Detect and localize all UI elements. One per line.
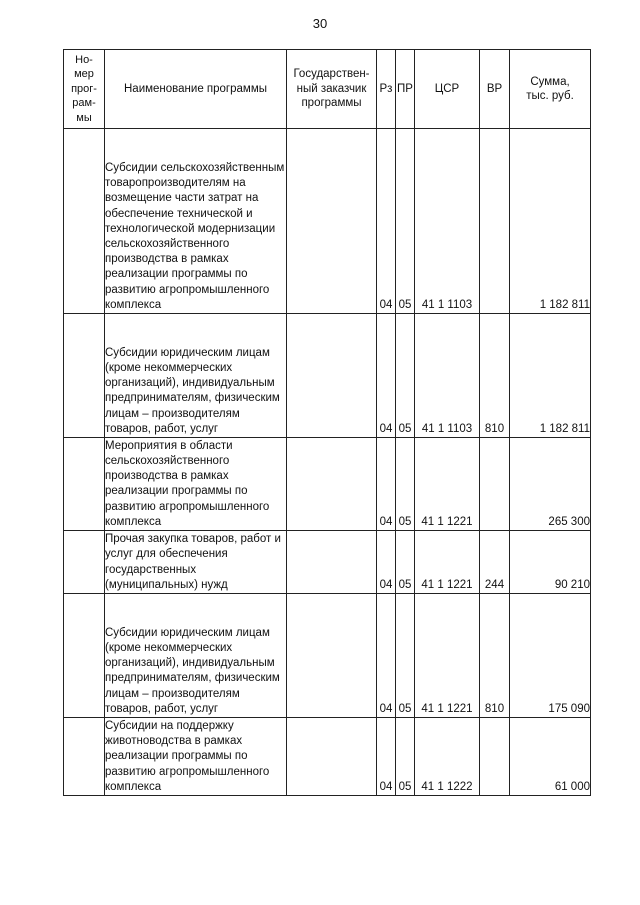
sum-cell: 1 182 811 (510, 129, 591, 314)
vr-cell (480, 129, 510, 314)
header-csr: ЦСР (415, 50, 480, 129)
table-row (64, 594, 591, 718)
sum-cell: 175 090 (510, 594, 591, 718)
rz-cell: 04 (377, 314, 396, 438)
table-row (64, 438, 591, 531)
program-name-cell: Субсидии юридическим лицам (кроме некоммерческих организаций), индивидуальным предпринимателям, физическим лицам – производителям товаров, работ, услуг (105, 594, 287, 718)
program-name-cell: Субсидии на поддержку животноводства в рамках реализации программы по развитию агропромышленного комплекса (105, 718, 287, 796)
csr-cell: 41 1 1221 (415, 594, 480, 718)
vr-cell: 810 (480, 314, 510, 438)
csr-cell: 41 1 1103 (415, 129, 480, 314)
header-pr: ПР (396, 50, 415, 129)
customer-cell (287, 438, 377, 531)
sum-cell: 90 210 (510, 531, 591, 594)
rz-cell: 04 (377, 129, 396, 314)
rz-cell: 04 (377, 531, 396, 594)
rz-cell: 04 (377, 718, 396, 796)
rz-cell: 04 (377, 438, 396, 531)
program-name-cell: Мероприятия в области сельскохозяйственного производства в рамках реализации программы по развитию агропромышленного комплекса (105, 438, 287, 531)
pr-cell: 05 (396, 718, 415, 796)
page-number: 30 (312, 16, 328, 31)
customer-cell (287, 531, 377, 594)
header-rz: Рз (377, 50, 396, 129)
header-row (64, 50, 591, 129)
pr-cell: 05 (396, 314, 415, 438)
program-name-cell: Прочая закупка товаров, работ и услуг для обеспечения государственных (муниципальных) нужд (105, 531, 287, 594)
csr-cell: 41 1 1103 (415, 314, 480, 438)
customer-cell (287, 314, 377, 438)
customer-cell (287, 594, 377, 718)
customer-cell (287, 718, 377, 796)
vr-cell: 810 (480, 594, 510, 718)
rz-cell: 04 (377, 594, 396, 718)
csr-cell: 41 1 1222 (415, 718, 480, 796)
program-number-cell (64, 531, 105, 594)
vr-cell: 244 (480, 531, 510, 594)
program-number-cell (64, 129, 105, 314)
pr-cell: 05 (396, 438, 415, 531)
program-name-cell: Субсидии сельскохозяйственным товаропроизводителям на возмещение части затрат на обеспечение технической и технологической модернизации сельскохозяйственного производства в рамках реализации программы по развитию агропромышленного комплекса (105, 129, 287, 314)
program-name-cell: Субсидии юридическим лицам (кроме некоммерческих организаций), индивидуальным предпринимателям, физическим лицам – производителям товаров, работ, услуг (105, 314, 287, 438)
csr-cell: 41 1 1221 (415, 438, 480, 531)
pr-cell: 05 (396, 129, 415, 314)
sum-cell: 265 300 (510, 438, 591, 531)
program-number-cell (64, 594, 105, 718)
header-program-number: Но- мер прог- рам- мы (64, 50, 105, 129)
header-customer: Государствен- ный заказчик программы (287, 50, 377, 129)
sum-cell: 61 000 (510, 718, 591, 796)
table-row (64, 129, 591, 314)
csr-cell: 41 1 1221 (415, 531, 480, 594)
pr-cell: 05 (396, 531, 415, 594)
vr-cell (480, 718, 510, 796)
header-program-name: Наименование программы (105, 50, 287, 129)
pr-cell: 05 (396, 594, 415, 718)
header-sum: Сумма, тыс. руб. (510, 50, 591, 129)
vr-cell (480, 438, 510, 531)
program-number-cell (64, 438, 105, 531)
budget-table (63, 49, 591, 796)
table-row (64, 531, 591, 594)
program-number-cell (64, 718, 105, 796)
program-number-cell (64, 314, 105, 438)
sum-cell: 1 182 811 (510, 314, 591, 438)
customer-cell (287, 129, 377, 314)
table-row (64, 718, 591, 796)
header-vr: ВР (480, 50, 510, 129)
table-row (64, 314, 591, 438)
